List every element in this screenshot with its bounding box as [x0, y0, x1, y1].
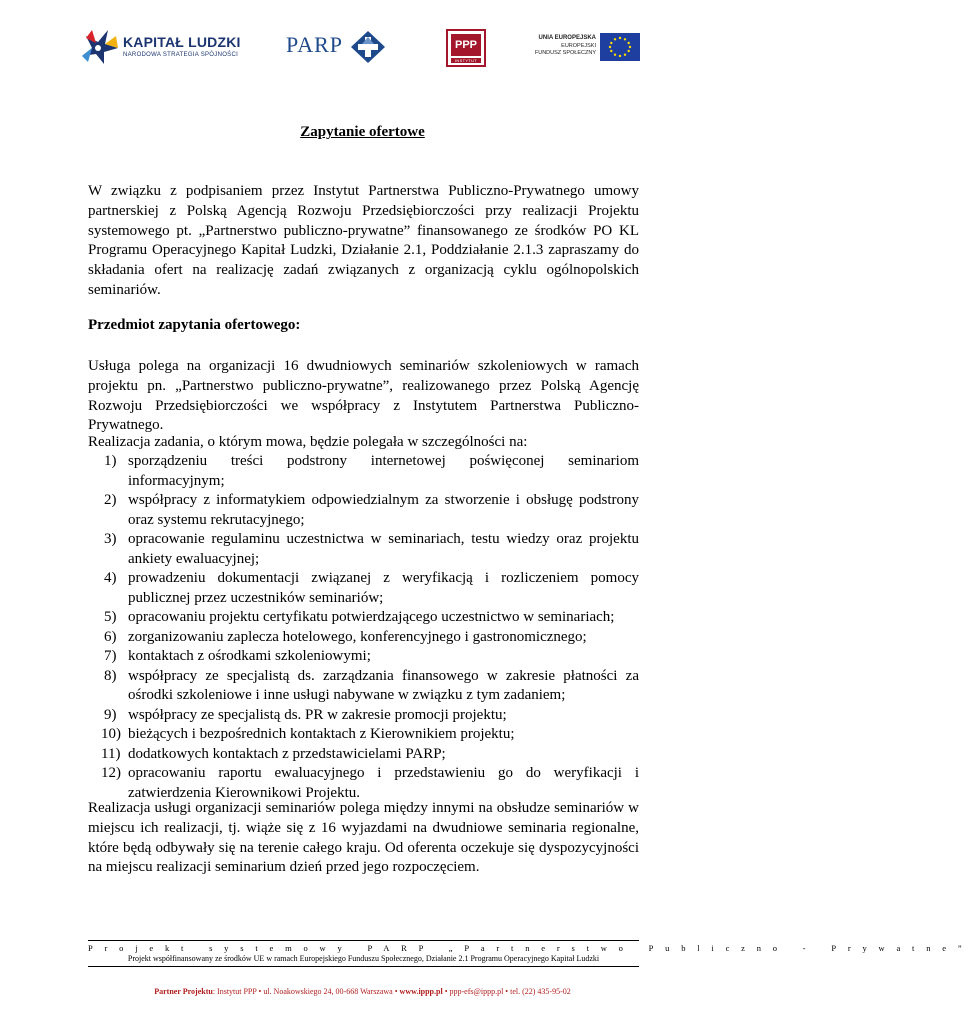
eu-line-1: UNIA EUROPEJSKA — [538, 35, 596, 41]
list-item — [88, 608, 639, 628]
footer-project-name: Projekt systemowy PARP „Partnerstwo Publiczno - Prywatne” — [88, 943, 973, 953]
kapital-ludzki-subtitle: NARODOWA STRATEGIA SPÓJNOŚCI — [123, 52, 239, 58]
list-item — [88, 491, 639, 530]
list-item — [88, 452, 639, 491]
list-item-number: 2) — [104, 492, 117, 508]
footer-funding-note: Projekt współfinansowany ze środków UE w ramach Europejskiego Funduszu Społecznego, Działanie 2.1 Programu Operacyjnego Kapitał Ludzki — [127, 954, 600, 963]
list-item-number: 6) — [104, 628, 117, 645]
kapital-ludzki-title: KAPITAŁ LUDZKI — [123, 34, 241, 50]
list-item-text: dodatkowych kontaktach z przedstawicielami PARP; — [128, 745, 446, 762]
list-item-number: 7) — [104, 648, 117, 664]
list-item — [88, 647, 639, 667]
parp-name: PARP — [286, 32, 344, 57]
list-item-text: współpracy ze specjalistą ds. PR w zakresie promocji projektu; — [128, 706, 507, 723]
subject-heading: Przedmiot zapytania ofertowego: — [88, 317, 301, 333]
list-item-number: 12) — [101, 765, 121, 781]
footer-partner-address: : Instytut PPP • ul. Noakowskiego 24, 00-668 Warszawa • — [212, 987, 398, 996]
list-item-text: kontaktach z ośrodkami szkoleniowymi; — [128, 648, 371, 664]
list-item — [88, 530, 639, 569]
eu-flag-icon — [600, 33, 640, 61]
list-item-text: opracowaniu raportu ewaluacyjnego i przedstawieniu go do weryfikacji i zatwierdzenia Kierownikowi Projektu. — [128, 765, 639, 801]
list-item-text: opracowanie regulaminu uczestnictwa w seminariach, testu wiedzy oraz projektu ankiety ewaluacyjnej; — [128, 531, 639, 567]
list-item-text: sporządzeniu treści podstrony internetowej poświęconej seminariom informacyjnym; — [128, 453, 639, 489]
footer-partner-line — [0, 987, 725, 996]
kapital-ludzki-star-icon — [78, 26, 120, 66]
list-item — [88, 667, 639, 706]
list-item — [88, 725, 639, 745]
list-item-number: 8) — [104, 667, 117, 684]
list-item-number: 5) — [104, 609, 117, 625]
footer-partner-website[interactable]: www.ippp.pl — [399, 987, 443, 996]
footer-divider-top — [88, 940, 639, 941]
footer-partner-contact: • ppp-efs@ippp.pl • tel. (22) 435-95-02 — [444, 987, 571, 996]
instytut-ppp-abbr: PPP — [454, 39, 477, 51]
list-item-number: 4) — [104, 570, 117, 586]
list-item-text: bieżących i bezpośrednich kontaktach z Kierownikiem projektu; — [128, 726, 515, 742]
list-item-number: 3) — [104, 531, 117, 547]
document-title: Zapytanie ofertowe — [300, 124, 425, 140]
list-item-text: współpracy z informatykiem odpowiedzialnym za stworzenie i obsługę podstrony oraz systemu rekrutacyjnego; — [128, 492, 639, 528]
footer-divider-bottom — [88, 966, 639, 967]
footer-partner-label: Partner Projektu — [154, 987, 213, 996]
list-item-number: 10) — [101, 726, 121, 742]
list-item-text: współpracy ze specjalistą ds. zarządzania finansowego w zakresie płatności za ośrodki szkoleniowe i inne usługi nabywane w związku z tym zadaniem; — [128, 667, 639, 703]
instytut-ppp-label: INSTYTUT — [455, 58, 477, 63]
list-item-number: 11) — [101, 745, 121, 762]
list-item-number: 9) — [104, 706, 117, 723]
eu-line-2: EUROPEJSKI — [561, 43, 596, 49]
list-item — [88, 628, 639, 648]
tasks-intro: Realizacja zadania, o którym mowa, będzie polegała w szczególności na: — [88, 434, 528, 450]
list-item — [88, 745, 639, 765]
list-item — [88, 706, 639, 726]
instytut-ppp-logo — [446, 29, 486, 67]
list-item-number: 1) — [104, 453, 117, 469]
list-item-text: opracowaniu projektu certyfikatu potwierdzającego uczestnictwo w seminariach; — [128, 609, 615, 625]
list-item — [88, 569, 639, 608]
closing-paragraph: Realizacja usługi organizacji seminariów polega między innymi na obsłudze seminariów w miejscu ich realizacji, tj. wiąże się z 16 wyjazdami na dwudniowe seminaria regionalne, które będą odbywały się na terenie całego kraju. Od oferenta oczekuje się dyspozycyjności na miejscu realizacji seminarium dzień przed jego rozpoczęciem. — [88, 800, 639, 876]
list-item-text: prowadzeniu dokumentacji związanej z weryfikacją i rozliczeniem pomocy publicznej przez uczestników seminariów; — [128, 570, 639, 606]
unia-europejska-logo — [530, 33, 640, 63]
list-item-text: zorganizowaniu zaplecza hotelowego, konferencyjnego i gastronomicznego; — [128, 628, 587, 645]
parp-emblem-icon — [350, 30, 386, 64]
list-item — [88, 764, 639, 803]
subject-paragraph: Usługa polega na organizacji 16 dwudniowych seminariów szkoleniowych w ramach projektu pn. „Partnerstwo publiczno-prywatne”, realizowanego przez Polską Agencję Rozwoju Przedsiębiorczości we współpracy z Instytutem Partnerstwa Publiczno-Prywatnego. — [88, 358, 639, 434]
eu-line-3: FUNDUSZ SPOŁECZNY — [534, 50, 596, 56]
kapital-ludzki-logo — [78, 26, 248, 66]
tasks-list — [88, 452, 639, 803]
parp-logo — [286, 30, 388, 66]
intro-paragraph: W związku z podpisaniem przez Instytut Partnerstwa Publiczno-Prywatnego umowy partnerskiej z Polską Agencją Rozwoju Przedsiębiorczości przy realizacji Projektu systemowego pt. „Partnerstwo publiczno-prywatne” finansowanego ze środków PO KL Programu Operacyjnego Kapitał Ludzki, Działanie 2.1, Poddziałanie 2.1.3 zapraszamy do składania ofert na realizację zadań związanych z organizacją cyklu ogólnopolskich seminariów. — [88, 183, 639, 298]
